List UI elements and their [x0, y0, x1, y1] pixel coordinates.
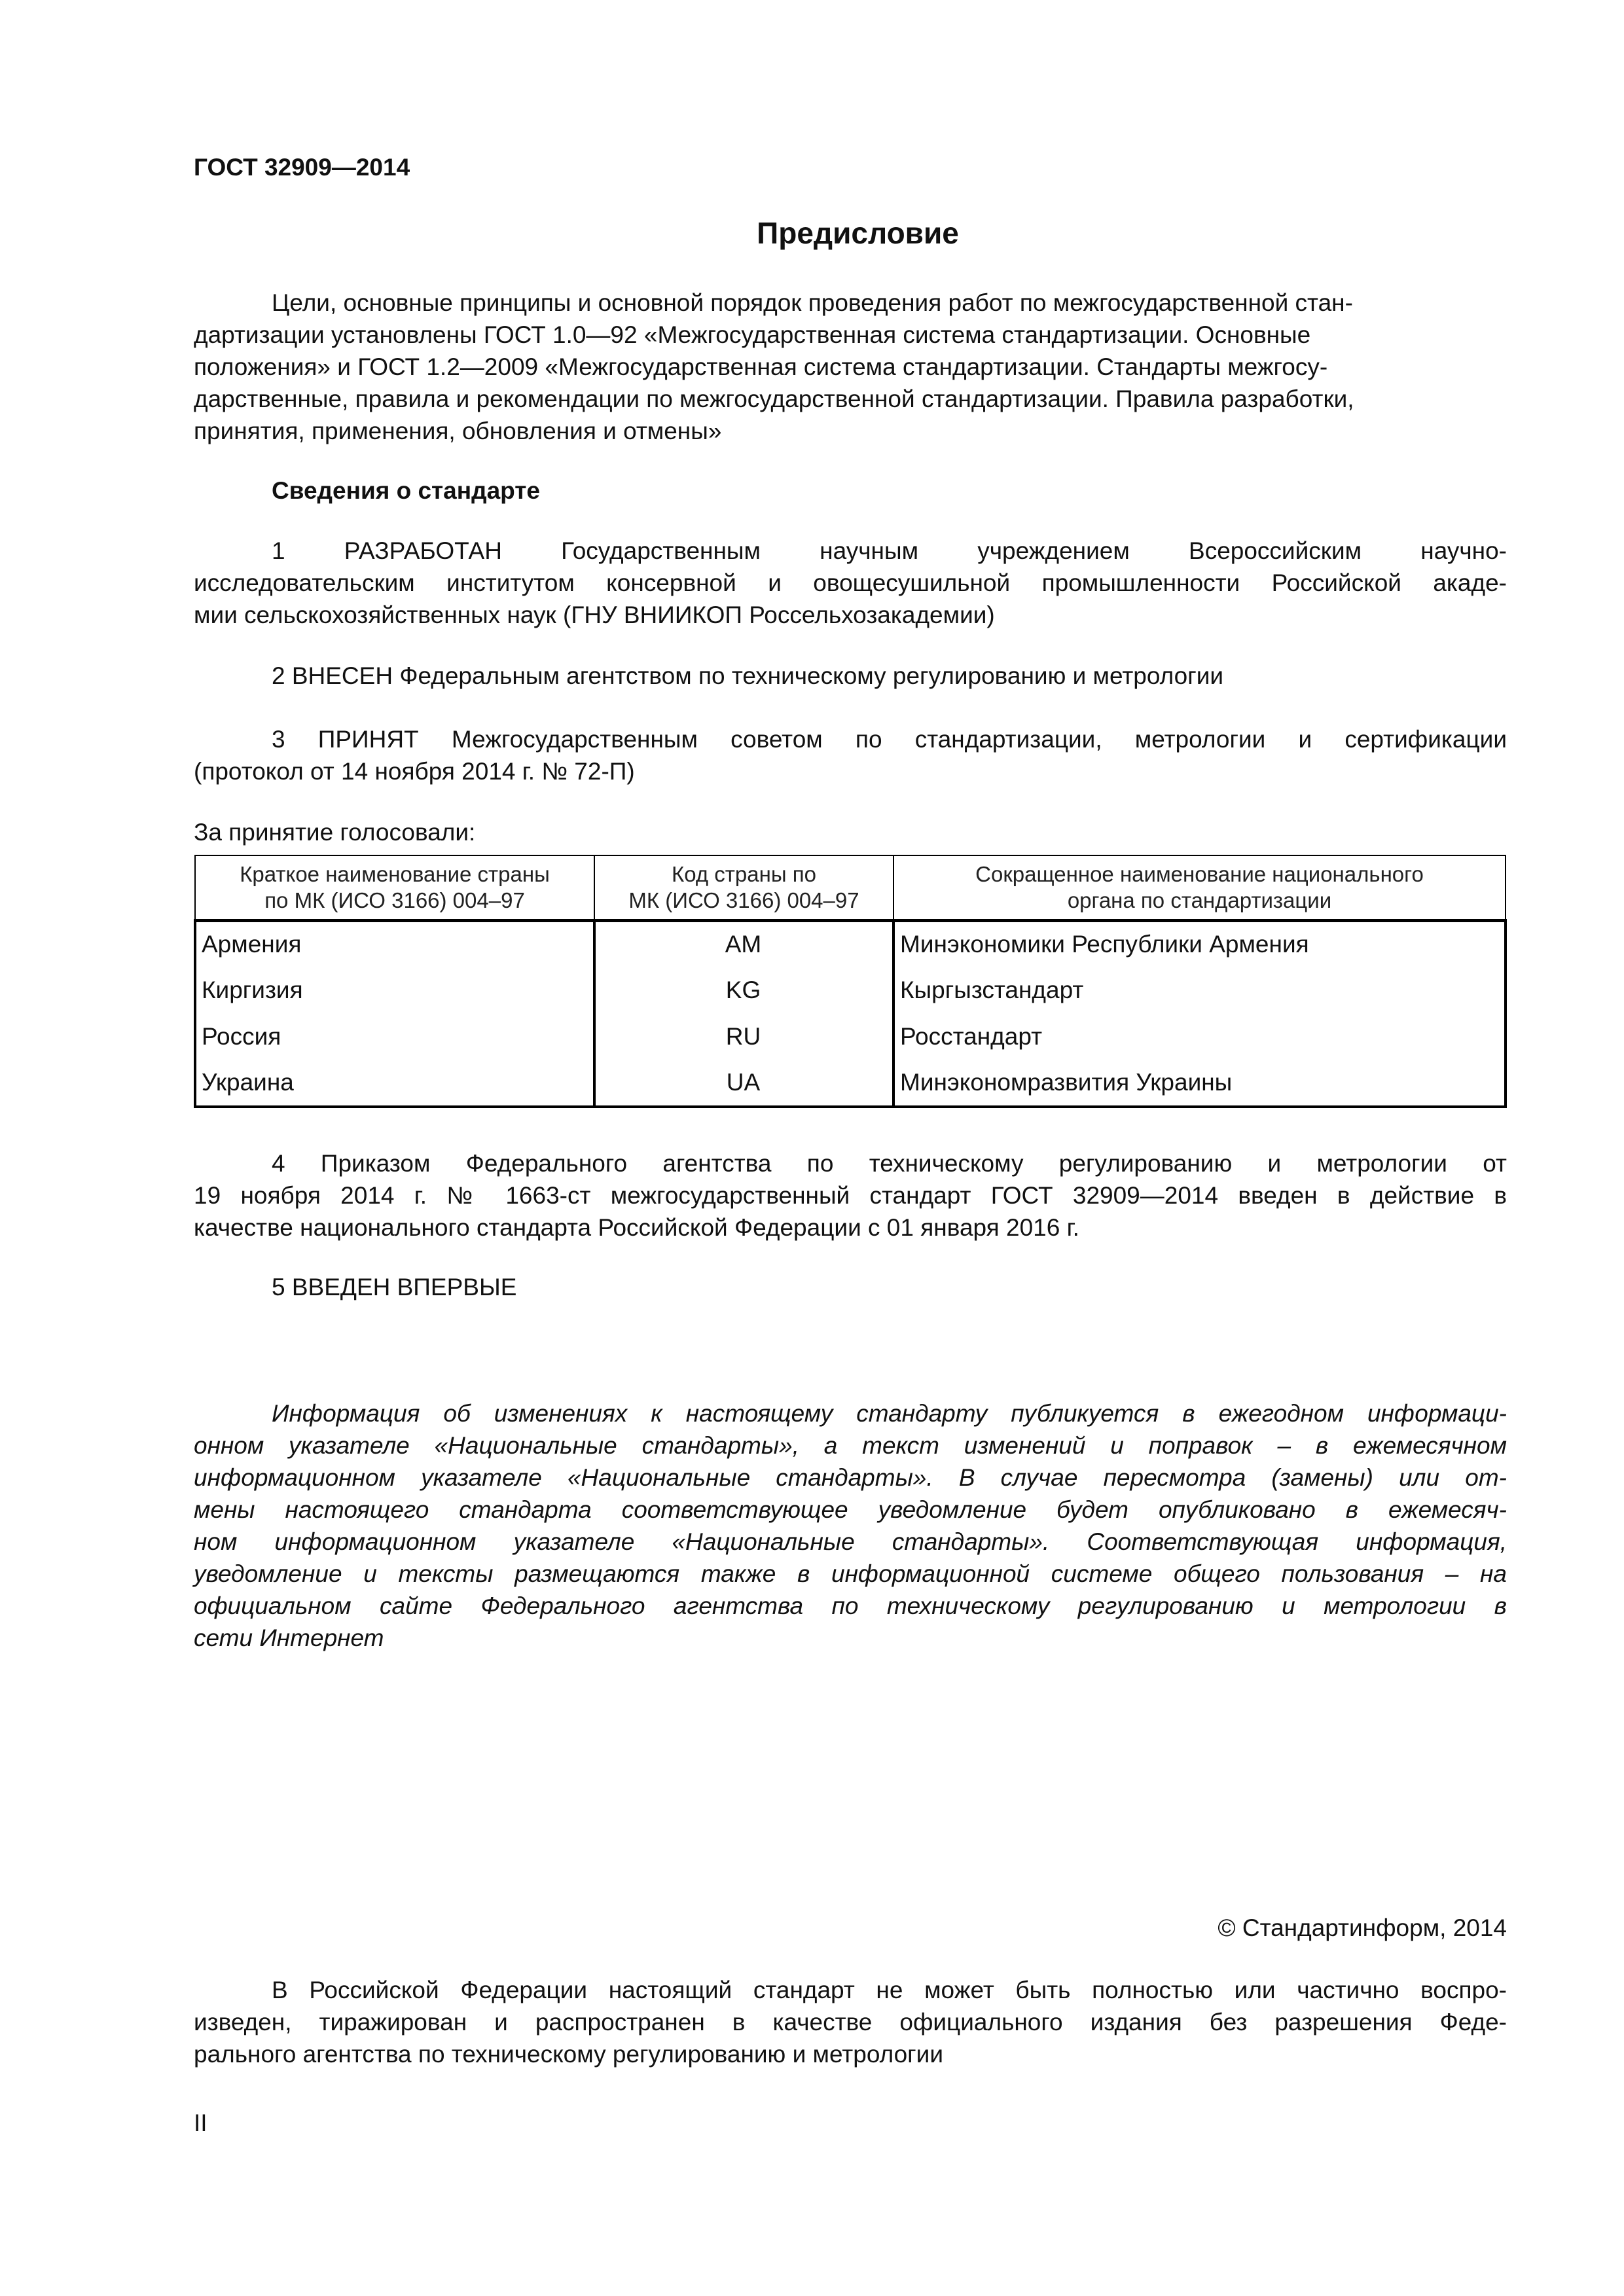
cell-code: AM — [594, 921, 893, 967]
item-5-paragraph: 5 ВВЕДЕН ВПЕРВЫЕ — [272, 1274, 517, 1300]
item-1-line: 1 РАЗРАБОТАН Государственным научным учреждением Всероссийским научно- — [272, 537, 1507, 564]
item-1-line: мии сельскохозяйственных наук (ГНУ ВНИИКОП Россельхозакадемии) — [194, 601, 995, 628]
intro-line: дартизации установлены ГОСТ 1.0—92 «Межгосударственная система стандартизации. Основные — [194, 321, 1311, 348]
rights-line: В Российской Федерации настоящий стандарт не может быть полностью или частично воспро- — [272, 1977, 1507, 2003]
item-4-line: 4 Приказом Федерального агентства по техническому регулированию и метрологии от — [272, 1150, 1507, 1177]
info-line: уведомление и тексты размещаются также в информационной системе общего пользования – на — [194, 1560, 1507, 1587]
column-header-country-code — [594, 855, 893, 921]
header-text: Сокращенное наименование национального — [975, 862, 1424, 886]
document-code: ГОСТ 32909—2014 — [194, 154, 410, 181]
intro-line: дарственные, правила и рекомендации по межгосударственной стандартизации. Правила разработки, — [194, 386, 1354, 412]
table-row — [195, 967, 1506, 1014]
cell-country: Киргизия — [195, 967, 594, 1014]
item-1-line: исследовательским институтом консервной и овощесушильной промышленности Российской акаде- — [194, 569, 1507, 596]
table-row — [195, 1060, 1506, 1107]
info-line: Информация об изменениях к настоящему стандарту публикуется в ежегодном информаци- — [272, 1400, 1507, 1427]
intro-line: Цели, основные принципы и основной порядок проведения работ по межгосударственной стан- — [272, 289, 1353, 316]
info-line: информационном указателе «Национальные стандарты». В случае пересмотра (замены) или от- — [194, 1464, 1507, 1491]
header-text: МК (ИСО 3166) 004–97 — [628, 888, 859, 912]
info-line: мены настоящего стандарта соответствующее уведомление будет опубликовано в ежемесяч- — [194, 1496, 1507, 1523]
table-row — [195, 921, 1506, 967]
cell-code: UA — [594, 1060, 893, 1107]
intro-line: положения» и ГОСТ 1.2—2009 «Межгосударственная система стандартизации. Стандарты межгосу- — [194, 353, 1328, 380]
cell-body: Минэкономразвития Украины — [893, 1060, 1506, 1107]
info-line: онном указателе «Национальные стандарты», а текст изменений и поправок – в ежемесячном — [194, 1432, 1507, 1459]
item-1-paragraph — [194, 535, 1507, 631]
header-text: Код страны по — [672, 862, 816, 886]
header-text: органа по стандартизации — [1067, 888, 1332, 912]
item-3-line: (протокол от 14 ноября 2014 г. № 72-П) — [194, 758, 635, 785]
rights-line: рального агентства по техническому регулированию и метрологии — [194, 2041, 944, 2068]
item-4-paragraph — [194, 1147, 1507, 1244]
cell-code: RU — [594, 1014, 893, 1060]
cell-country: Россия — [195, 1014, 594, 1060]
changes-info-paragraph — [194, 1397, 1507, 1654]
vote-label: За принятие голосовали: — [194, 819, 476, 846]
rights-line: изведен, тиражирован и распространен в качестве официального издания без разрешения Феде- — [194, 2009, 1507, 2036]
column-header-standards-body — [893, 855, 1506, 921]
header-text: Краткое наименование страны — [240, 862, 550, 886]
rights-paragraph — [194, 1974, 1507, 2070]
info-line: ном информационном указателе «Национальные стандарты». Соответствующая информация, — [194, 1528, 1507, 1555]
cell-code: KG — [594, 967, 893, 1014]
cell-body: Росстандарт — [893, 1014, 1506, 1060]
table-header-row — [195, 855, 1506, 921]
page-title: Предисловие — [757, 216, 959, 250]
header-text: по МК (ИСО 3166) 004–97 — [264, 888, 525, 912]
copyright-notice: © Стандартинформ, 2014 — [1218, 1914, 1507, 1941]
column-header-country-name — [195, 855, 594, 921]
item-3-line: 3 ПРИНЯТ Межгосударственным советом по стандартизации, метрологии и сертификации — [272, 726, 1507, 753]
cell-body: Кыргызстандарт — [893, 967, 1506, 1014]
item-3-paragraph — [194, 723, 1507, 787]
voting-table — [194, 855, 1507, 1108]
cell-country: Украина — [195, 1060, 594, 1107]
intro-line: принятия, применения, обновления и отмены» — [194, 418, 722, 444]
item-2-paragraph: 2 ВНЕСЕН Федеральным агентством по техническому регулированию и метрологии — [272, 662, 1224, 689]
page-number: II — [194, 2109, 208, 2136]
cell-country: Армения — [195, 921, 594, 967]
item-4-line: 19 ноября 2014 г. № 1663-ст межгосударственный стандарт ГОСТ 32909—2014 введен в действие в — [194, 1182, 1507, 1209]
item-4-line: качестве национального стандарта Российской Федерации с 01 января 2016 г. — [194, 1214, 1079, 1241]
cell-body: Минэкономики Республики Армения — [893, 921, 1506, 967]
info-line: сети Интернет — [194, 1624, 384, 1651]
intro-paragraph — [194, 287, 1507, 447]
info-line: официальном сайте Федерального агентства по техническому регулированию и метрологии в — [194, 1592, 1507, 1619]
section-heading: Сведения о стандарте — [272, 477, 540, 504]
table-row — [195, 1014, 1506, 1060]
